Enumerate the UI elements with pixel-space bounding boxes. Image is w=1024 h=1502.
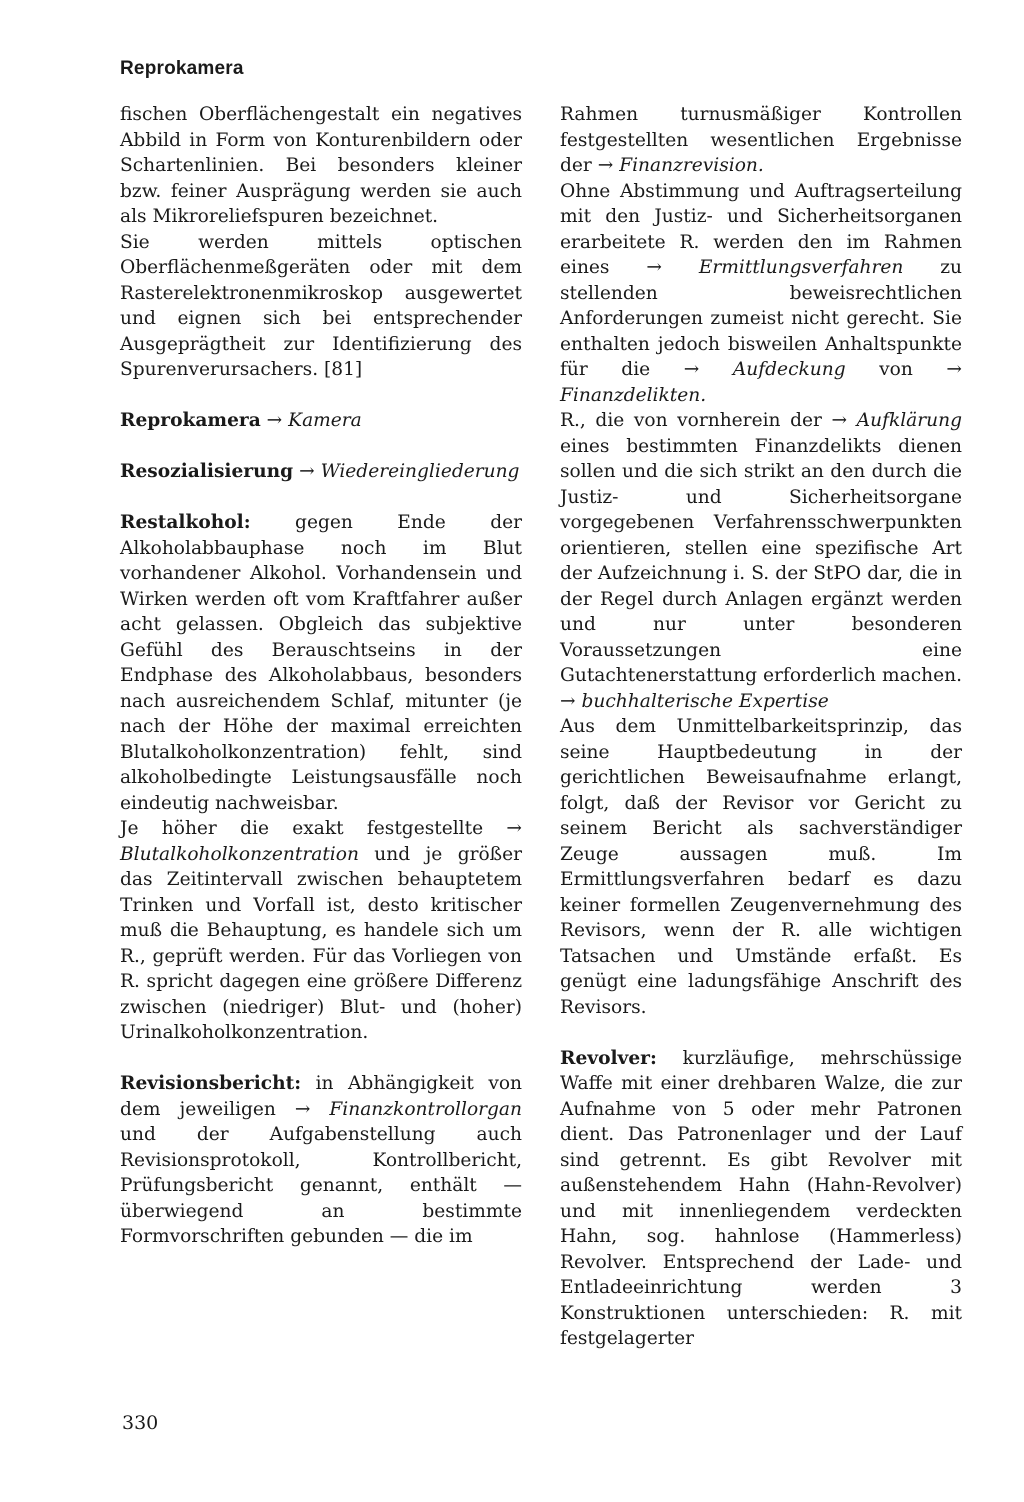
cross-reference: Kamera	[288, 410, 362, 431]
paragraph-continuation	[560, 102, 962, 179]
entry-text: und der Aufgabenstellung auch Revisionsprotokoll, Kontrollbericht, Prüfungsbericht genannt, enthält — überwiegend an bestimmte Formvorschriften gebunden — die im	[120, 1124, 522, 1247]
running-head: Reprokamera	[120, 58, 244, 79]
arrow: →	[260, 410, 289, 431]
entry-term: Revisionsbericht:	[120, 1073, 302, 1094]
paragraph-unmittelbarkeitsprinzip: Aus dem Unmittelbarkeitsprinzip, das seine Hauptbedeutung in der gerichtlichen Beweisaufnahme erlangt, folgt, daß der Revisor vor Gericht zu seinem Bericht als sachverständiger Zeuge aussagen muß. Im Ermittlungsverfahren bedarf es dazu keiner formellen Zeugenvernehmung des Revisors, wenn der R. alle wichtigen Tatsachen und Umstände erfaßt. Es genügt eine ladungsfähige Anschrift des Revisors.	[560, 716, 962, 1018]
page-number: 330	[122, 1412, 159, 1434]
entry-text: R., die von vornherein der →	[560, 410, 857, 431]
cross-reference: Ermittlungsverfahren	[698, 257, 904, 278]
paragraph-aufklaerung	[560, 408, 962, 714]
entry-text: von →	[845, 359, 962, 380]
entry-text: gegen Ende der Alkoholabbauphase noch im Blut vorhandener Alkohol. Vorhandensein und Wirken werden oft vom Kraftfahrer außer acht gelassen. Obgleich das subjektive Gefühl des Berauschtseins in der Endphase des Alkoholabbaus, besonders nach ausreichendem Schlaf, mitunter (je nach der Höhe der maximal erreichten Blutalkoholkonzentration) fehlt, sind alkoholbedingte Leistungsausfälle noch eindeutig nachweisbar.	[120, 512, 522, 814]
entry-text: eines bestimmten Finanzdelikts dienen sollen und die sich strikt an den durch die Justiz- und Sicherheitsorgane vorgegebenen Verfahrensschwerpunkten orientieren, stellen eine spezifische Art der Aufzeichnung i. S. der StPO dar, die in der Regel durch Anlagen ergänzt werden und nur unter besonderen Voraussetzungen eine Gutachtenerstattung erforderlich machen. →	[560, 435, 962, 712]
entry-term: Reprokamera	[120, 410, 261, 431]
entry-resozialisierung	[120, 459, 522, 485]
entry-text: zu stellenden beweisrechtlichen Anforderungen zumeist nicht gerecht. Sie enthalten jedoch bisweilen Anhaltspunkte für die →	[560, 257, 962, 380]
entry-revolver	[560, 1046, 962, 1352]
paragraph-abstimmung	[560, 179, 962, 409]
right-column	[560, 102, 962, 1352]
entry-text: und je größer das Zeitintervall zwischen behauptetem Trinken und Vorfall ist, desto kritischer muß die Behauptung, es handele sich um R., geprüft werden. Für das Vorliegen von R. spricht dagegen eine größere Differenz zwischen (niedriger) Blut- und (hoher) Urinalkoholkonzentration.	[120, 843, 522, 1043]
cross-reference: Finanzkontrollorgan	[329, 1098, 522, 1120]
cross-reference: Blutalkoholkonzentration	[120, 843, 359, 865]
entry-text: kurzläufige, mehrschüssige Waffe mit einer drehbaren Walze, die zur Aufnahme von 5 oder mehr Patronen dient. Das Patronenlager und der Lauf sind getrennt. Es gibt Revolver mit außenstehendem Hahn (Hahn-Revolver) und mit innenliegendem verdeckten Hahn, sog. hahnlose (Hammerless) Revolver. Entsprechend der Lade- und Entladeeinrichtung werden 3 Konstruktionen unterschieden: R. mit festgelagerter	[560, 1047, 962, 1349]
entry-text: in Abhängigkeit von dem jeweiligen →	[120, 1073, 522, 1120]
cross-reference: buchhalterische Expertise	[581, 690, 829, 712]
cross-reference: Aufdeckung	[732, 359, 846, 380]
paragraph-spurenauswertung: Sie werden mittels optischen Oberflächenmeßgeräten oder mit dem Rasterelektronenmikroskop ausgewertet und eignen sich bei entsprechender Ausgeprägtheit zur Identifizierung des Spurenverursachers. [81]	[120, 231, 522, 380]
entry-term: Restalkohol:	[120, 512, 251, 533]
cross-reference: Finanzdelikten.	[560, 384, 707, 406]
arrow: →	[293, 461, 321, 482]
cross-reference: Wiedereingliederung	[320, 461, 520, 482]
cross-reference: Aufklärung	[856, 410, 962, 431]
entry-reprokamera	[120, 408, 522, 434]
entry-term: Resozialisierung	[120, 461, 294, 482]
paragraph-continuation: fischen Oberflächengestalt ein negatives Abbild in Form von Konturenbildern oder Schartenlinien. Bei besonders kleiner bzw. feiner Ausprägung werden sie auch als Mikroreliefspuren bezeichnet.	[120, 104, 522, 227]
left-column	[120, 102, 522, 1250]
entry-restalkohol-paragraph-2	[120, 816, 522, 1046]
entry-restalkohol	[120, 510, 522, 816]
entry-revisionsbericht	[120, 1071, 522, 1250]
cross-reference: Finanzrevision.	[619, 155, 764, 176]
entry-text: Je höher die exakt festgestellte →	[120, 818, 522, 839]
entry-text: Rahmen turnusmäßiger Kontrollen festgestellten wesentlichen Ergebnisse der →	[560, 104, 962, 176]
entry-term: Revolver:	[560, 1047, 657, 1069]
entry-text: Ohne Abstimmung und Auftragserteilung mit den Justiz- und Sicherheitsorganen erarbeitete R. werden den im Rahmen eines →	[560, 180, 962, 278]
